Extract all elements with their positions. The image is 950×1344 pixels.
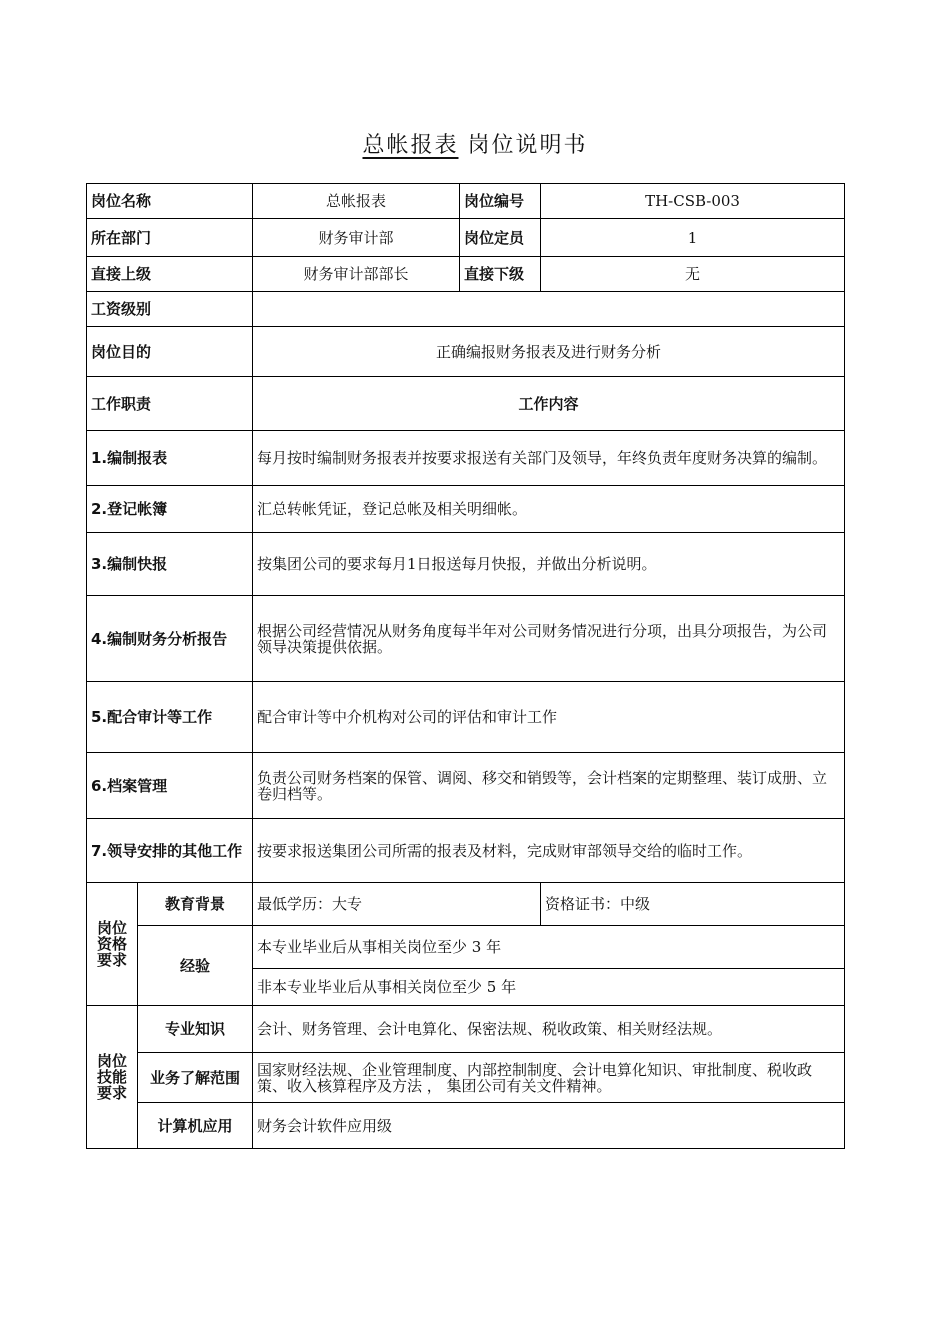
label-skill: 计算机应用 — [138, 1103, 253, 1149]
label-headcount: 岗位定员 — [460, 219, 541, 257]
value-certificate: 资格证书：中级 — [541, 883, 845, 926]
title-suffix: 岗位说明书 — [467, 133, 588, 158]
duty-label: 5.配合审计等工作 — [87, 682, 253, 753]
duty-row — [87, 753, 845, 819]
duty-content: 按要求报送集团公司所需的报表及材料，完成财审部领导交给的临时工作。 — [253, 819, 845, 883]
duty-content: 负责公司财务档案的保管、调阅、移交和销毁等，会计档案的定期整理、装订成册、立卷归档等。 — [253, 753, 845, 819]
duty-content: 根据公司经营情况从财务角度每半年对公司财务情况进行分项，出具分项报告，为公司领导决策提供依据。 — [253, 596, 845, 682]
label-position-name: 岗位名称 — [87, 184, 253, 219]
value-skill: 会计、财务管理、会计电算化、保密法规、税收政策、相关财经法规。 — [253, 1006, 845, 1053]
duty-label: 7.领导安排的其他工作 — [87, 819, 253, 883]
label-salary-level: 工资级别 — [87, 292, 253, 327]
value-salary-level — [253, 292, 845, 327]
document-title — [0, 128, 950, 159]
value-education: 最低学历：大专 — [253, 883, 541, 926]
label-skill: 业务了解范围 — [138, 1053, 253, 1103]
duty-label: 3.编制快报 — [87, 533, 253, 596]
duty-content: 按集团公司的要求每月1日报送每月快报，并做出分析说明。 — [253, 533, 845, 596]
qualification-group-label — [87, 883, 138, 1006]
value-supervisor: 财务审计部部长 — [253, 257, 460, 292]
value-purpose: 正确编报财务报表及进行财务分析 — [253, 327, 845, 377]
value-department: 财务审计部 — [253, 219, 460, 257]
row-skill-computer — [87, 1103, 845, 1149]
row-department — [87, 219, 845, 257]
label-subordinate: 直接下级 — [460, 257, 541, 292]
row-duties-header — [87, 377, 845, 431]
label-experience: 经验 — [138, 926, 253, 1006]
row-salary-level — [87, 292, 845, 327]
duty-label: 6.档案管理 — [87, 753, 253, 819]
value-experience-2: 非本专业毕业后从事相关岗位至少 5 年 — [253, 969, 845, 1006]
duty-label: 2.登记帐簿 — [87, 486, 253, 533]
label-department: 所在部门 — [87, 219, 253, 257]
row-skill-knowledge — [87, 1006, 845, 1053]
value-position-name: 总帐报表 — [253, 184, 460, 219]
label-skill: 专业知识 — [138, 1006, 253, 1053]
skills-group-text: 岗位技能要求 — [96, 1052, 127, 1102]
value-skill: 财务会计软件应用级 — [253, 1103, 845, 1149]
value-experience-1: 本专业毕业后从事相关岗位至少 3 年 — [253, 926, 845, 969]
duty-content: 每月按时编制财务报表并按要求报送有关部门及领导，年终负责年度财务决算的编制。 — [253, 431, 845, 486]
duty-label: 1.编制报表 — [87, 431, 253, 486]
skills-group-label — [87, 1006, 138, 1149]
row-experience-1 — [87, 926, 845, 969]
label-education: 教育背景 — [138, 883, 253, 926]
value-skill: 国家财经法规、企业管理制度、内部控制制度、会计电算化知识、审批制度、税收政策、收入核算程序及方法 ， 集团公司有关文件精神。 — [253, 1053, 845, 1103]
job-description-table — [86, 183, 845, 1149]
qualification-group-text: 岗位资格要求 — [96, 919, 127, 969]
duty-row — [87, 819, 845, 883]
row-supervisor — [87, 257, 845, 292]
title-main: 总帐报表 — [362, 133, 459, 158]
value-subordinate: 无 — [541, 257, 845, 292]
duty-label: 4.编制财务分析报告 — [87, 596, 253, 682]
duty-content: 汇总转帐凭证，登记总帐及相关明细帐。 — [253, 486, 845, 533]
row-purpose — [87, 327, 845, 377]
label-work-content: 工作内容 — [253, 377, 845, 431]
duty-row — [87, 596, 845, 682]
label-supervisor: 直接上级 — [87, 257, 253, 292]
row-position-name — [87, 184, 845, 219]
duty-row — [87, 682, 845, 753]
label-position-code: 岗位编号 — [460, 184, 541, 219]
duty-row — [87, 431, 845, 486]
row-education — [87, 883, 845, 926]
label-duties: 工作职责 — [87, 377, 253, 431]
row-skill-scope — [87, 1053, 845, 1103]
value-headcount: 1 — [541, 219, 845, 257]
duty-row — [87, 533, 845, 596]
duty-row — [87, 486, 845, 533]
duty-content: 配合审计等中介机构对公司的评估和审计工作 — [253, 682, 845, 753]
label-purpose: 岗位目的 — [87, 327, 253, 377]
value-position-code: TH-CSB-003 — [541, 184, 845, 219]
